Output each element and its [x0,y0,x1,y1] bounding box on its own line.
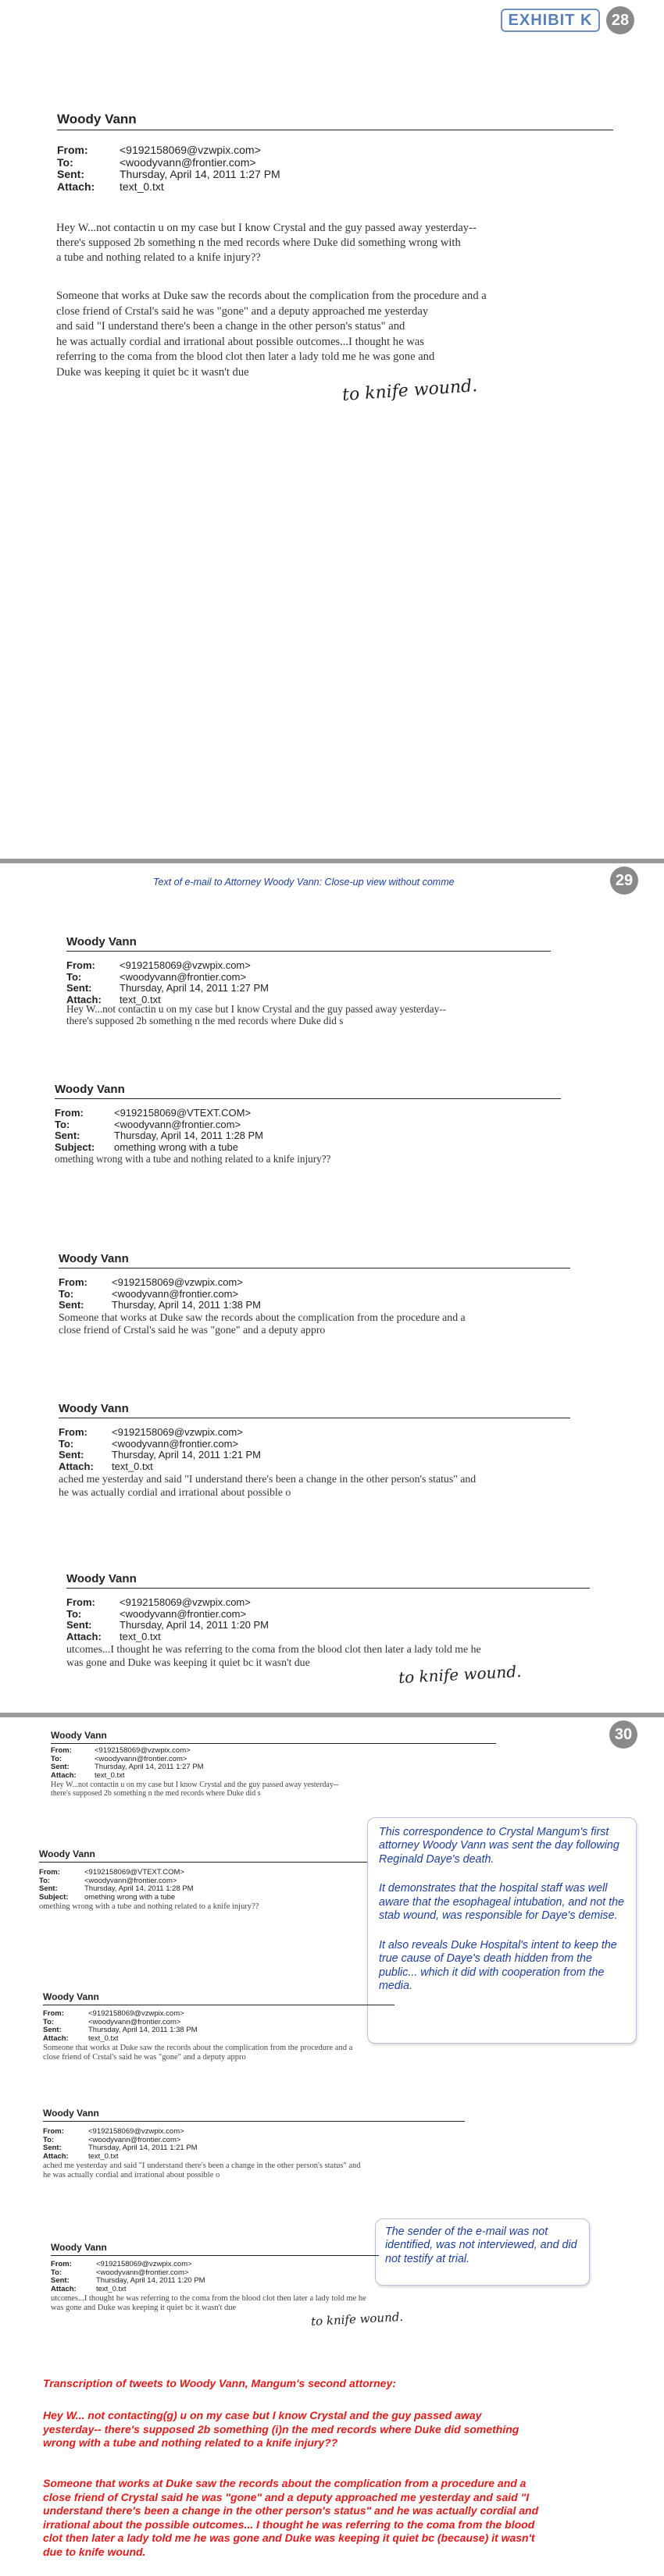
page-number-badge: 30 [609,1720,637,1749]
sent-label: Sent: [43,2144,62,2153]
email-item [55,1083,561,1165]
email-meta-table [55,1108,263,1153]
sent-label: Sent: [51,2276,70,2286]
email-sender: Woody Vann [51,1730,107,1741]
email-body [55,1153,561,1165]
page-number-badge: 28 [606,6,634,34]
sent-value: Thursday, April 14, 2011 1:28 PM [84,1884,194,1894]
sent-label: Sent: [39,1884,58,1894]
body-line: he was actually cordial and irrational about possible outcomes...I thought he was [56,335,424,348]
sent-label: Sent: [43,2026,62,2035]
to-label: To: [66,1607,82,1620]
email-body [51,2294,379,2313]
to-value: <woodyvann@frontier.com> [114,1118,241,1130]
attach-value: text_0.txt [120,993,161,1005]
body-line: a tube and nothing related to a knife injury?? [56,251,261,264]
to-value: <woodyvann@frontier.com> [95,1754,187,1763]
attach-label: Attach: [66,1630,102,1642]
attach-label: Attach: [43,2151,69,2161]
body-line: was gone and Duke was keeping it quiet bc it wasn't due [51,2303,237,2312]
note-paragraph: The sender of the e-mail was not identified, was not interviewed, and did not testify at trial. [385,2226,577,2265]
page-separator [0,1713,664,1717]
from-value: <9192158069@vzwpix.com> [96,2260,192,2268]
handwritten-note: to knife wound. [310,2309,404,2329]
page-number-badge: 29 [610,866,638,895]
email-sender: Woody Vann [66,1572,137,1585]
body-line: close friend of Crstal's said he was "gone" and a deputy approached me yesterday [56,304,429,318]
to-value: <woodyvann@frontier.com> [112,1287,239,1300]
sent-value: Thursday, April 14, 2011 1:38 PM [112,1299,262,1311]
email-body [43,2161,465,2180]
annotation-note [375,2218,590,2286]
transcription-text: Hey W... not contacting(g) u on my case but I know Crystal and the guy passed away yesterday-- there's supposed 2b something (i)n the med records where Duke did something wrong with a tube and nothing related to a knife injury?? [43,2409,519,2449]
email-meta-table [59,1277,261,1311]
from-label: From: [57,144,88,156]
to-label: To: [66,970,82,983]
attach-label: Attach: [43,2033,69,2043]
to-label: To: [59,1437,74,1450]
email-item [59,1252,570,1336]
from-value: <9192158069@VTEXT.COM> [84,1868,184,1877]
transcription-paragraph [43,2477,555,2559]
sent-label: Sent: [55,1130,80,1142]
transcription-text: Someone that works at Duke saw the records about the complication from a procedure and a close friend of Crystal said he was "gone" and a deputy approached me yesterday and said "I understand there's been a change in the other person's status" and he was actually cordial and irrational about the possible outcomes... I thought he was referring to the coma from the blood clot then later a lady told me he was gone and Duke was keeping it quiet bc (because) it wasn't due to knife wound. [43,2477,539,2558]
body-line: Hey W...not contactin u on my case but I know Crystal and the guy passed away yesterday-- [66,1003,446,1016]
email-divider [66,1588,590,1589]
email-sender: Woody Vann [55,1083,125,1096]
body-line: was gone and Duke was keeping it quiet bc it wasn't due [66,1656,310,1669]
email-divider [51,2255,379,2256]
note-paragraph: This correspondence to Crystal Mangum's first attorney Woody Vann was sent the day following Reginald Daye's death. [379,1826,619,1866]
email-meta-table [51,1747,204,1781]
email-body-paragraph-1 [56,221,477,265]
email-sender: Woody Vann [39,1848,95,1859]
email-item [51,1730,496,1798]
sent-value: Thursday, April 14, 2011 1:21 PM [88,2144,198,2153]
email-meta-table [43,2128,198,2161]
subject-label: Subject: [55,1140,95,1153]
to-label: To: [39,1876,51,1885]
exhibit-label: EXHIBIT K [501,9,600,32]
email-divider [55,1098,561,1099]
email-meta-table [59,1427,261,1472]
email-sender: Woody Vann [51,2242,107,2253]
to-label: To: [43,2135,55,2144]
email-body [51,1781,496,1798]
email-sender: Woody Vann [43,1991,99,2002]
sent-label: Sent: [57,168,84,181]
subject-value: omething wrong with a tube [114,1140,238,1153]
note-paragraph: It also reveals Duke Hospital's intent to keep the true cause of Daye's death hidden from the public... which it did with cooperation from the media. [379,1938,617,1992]
email-body [66,1003,551,1026]
to-value: <woodyvann@frontier.com> [112,1437,239,1450]
from-label: From: [66,959,95,971]
body-line: he was actually cordial and irrational about possible o [59,1486,291,1499]
email-body [59,1472,570,1499]
email-sender: Woody Vann [57,112,137,126]
email-item [43,2108,465,2180]
handwritten-note: to knife wound. [341,375,478,406]
sent-value: Thursday, April 14, 2011 1:27 PM [120,982,270,994]
email-sender: Woody Vann [66,935,137,948]
sent-value: Thursday, April 14, 2011 1:27 PM [95,1763,204,1772]
body-line: omething wrong with a tube and nothing related to a knife injury?? [39,1902,259,1911]
from-label: From: [43,2009,64,2018]
email-item [43,1991,394,2062]
from-value: <9192158069@vzwpix.com> [112,1276,243,1288]
from-value: <9192158069@vzwpix.com> [88,2009,184,2018]
from-value: <9192158069@vzwpix.com> [88,2127,184,2136]
to-value: <woodyvann@frontier.com> [120,970,247,983]
email-meta-table [57,144,280,194]
body-line: omething wrong with a tube and nothing related to a knife injury?? [55,1153,331,1165]
transcription-title: Transcription of tweets to Woody Vann, Mangum's second attorney: [43,2377,396,2389]
email-meta-table [66,1597,269,1642]
attach-value: text_0.txt [95,1770,125,1780]
email-item [51,2242,379,2313]
sent-value: Thursday, April 14, 2011 1:20 PM [120,1619,270,1631]
to-value: <woodyvann@frontier.com> [120,155,256,169]
body-line: referring to the coma from the blood clot then later a lady told me he was gone and [56,350,435,363]
from-value: <9192158069@vzwpix.com> [95,1746,191,1755]
subject-label: Subject: [39,1892,69,1902]
attach-label: Attach: [51,1770,77,1780]
from-label: From: [39,1868,60,1877]
from-label: From: [59,1426,87,1438]
sent-value: Thursday, April 14, 2011 1:38 PM [88,2026,198,2035]
body-line: Someone that works at Duke saw the records about the complication from the procedure and a [59,1311,466,1323]
email-item [39,1848,367,1912]
email-meta-table [39,1869,194,1902]
body-line: utcomes...I thought he was referring to the coma from the blood clot then later a lady told me he [51,2293,366,2303]
email-item [66,935,551,1026]
email-divider [66,951,551,952]
email-body [39,1902,367,1912]
sent-label: Sent: [59,1299,84,1311]
attach-label: Attach: [57,180,95,194]
email-sender: Woody Vann [59,1252,129,1265]
body-line: Someone that works at Duke saw the records about the complication from the procedure and a [56,290,487,302]
email-body-paragraph-2 [56,289,487,380]
from-label: From: [66,1596,95,1608]
body-line: Hey W...not contactin u on my case but I know Crystal and the guy passed away yesterday-- [56,222,477,234]
from-label: From: [59,1276,87,1288]
body-line: there's supposed 2b something n the med records where Duke did s [51,1788,261,1798]
from-label: From: [43,2127,64,2136]
handwritten-note: to knife wound. [398,1661,523,1688]
sent-value: Thursday, April 14, 2011 1:27 PM [120,168,280,181]
body-line: and said "I understand there's been a change in the other person's status" and [56,320,405,333]
page-caption: Text of e-mail to Attorney Woody Vann: Close-up view without comme [153,877,455,888]
body-line: close friend of Crstal's said he was "gone" and a deputy appro [43,2052,246,2062]
sent-label: Sent: [66,982,92,994]
page-separator [0,859,664,863]
body-line: Hey W...not contactin u on my case but I know Crystal and the guy passed away yesterday-- [51,1780,339,1789]
body-line: ached me yesterday and said "I understand there's been a change in the other person's status" and [43,2161,361,2170]
email-meta-table [51,2261,205,2294]
subject-value: omething wrong with a tube [84,1892,176,1902]
body-line: there's supposed 2b something n the med records where Duke did something wrong with [56,237,461,249]
to-label: To: [55,1118,70,1130]
to-label: To: [57,155,73,169]
sent-label: Sent: [66,1619,92,1631]
annotation-note [367,1817,637,2044]
from-value: <9192158069@vzwpix.com> [120,959,251,971]
attach-value: text_0.txt [120,1630,161,1642]
body-line: there's supposed 2b something n the med records where Duke did s [66,1015,344,1027]
body-line: he was actually cordial and irrational about possible o [43,2170,220,2179]
from-value: <9192158069@VTEXT.COM> [114,1107,252,1119]
attach-value: text_0.txt [88,2033,119,2043]
attach-label: Attach: [51,2284,77,2293]
attach-value: text_0.txt [112,1460,153,1472]
email-divider [43,2121,465,2122]
email-body [59,1311,570,1336]
to-value: <woodyvann@frontier.com> [120,1607,247,1620]
to-value: <woodyvann@frontier.com> [88,2135,181,2144]
sent-value: Thursday, April 14, 2011 1:21 PM [112,1449,262,1461]
to-value: <woodyvann@frontier.com> [84,1876,177,1885]
to-label: To: [59,1287,74,1300]
sent-label: Sent: [59,1449,84,1461]
sent-value: Thursday, April 14, 2011 1:28 PM [114,1130,264,1142]
from-label: From: [51,1746,72,1755]
email-meta-table [66,960,269,1005]
email-header-page1 [57,112,613,194]
body-line: Duke was keeping it quiet bc it wasn't due [56,365,249,379]
email-divider [39,1862,367,1863]
body-line: utcomes...I thought he was referring to the coma from the blood clot then later a lady told me he [66,1643,481,1656]
email-item [66,1572,590,1669]
body-line: close friend of Crstal's said he was "gone" and a deputy appro [59,1323,326,1336]
to-label: To: [51,2268,62,2277]
attach-value: text_0.txt [120,180,164,194]
transcription-paragraph [43,2409,535,2450]
from-label: From: [55,1107,84,1119]
note-paragraph: It demonstrates that the hospital staff was well aware that the esophageal intubation, and not the stab wound, was responsible for Daye's demise. [379,1882,624,1923]
attach-label: Attach: [59,1460,94,1472]
attach-value: text_0.txt [96,2284,127,2293]
from-value: <9192158069@vzwpix.com> [112,1426,243,1438]
email-item [59,1402,570,1499]
sent-value: Thursday, April 14, 2011 1:20 PM [96,2276,205,2286]
body-line: Someone that works at Duke saw the records about the complication from the procedure and a [43,2043,353,2052]
email-body [43,2044,394,2062]
from-label: From: [51,2260,72,2268]
to-label: To: [43,2017,55,2026]
from-value: <9192158069@vzwpix.com> [120,144,261,156]
email-sender: Woody Vann [59,1402,129,1415]
to-value: <woodyvann@frontier.com> [96,2268,189,2277]
sent-label: Sent: [51,1763,70,1772]
attach-label: Attach: [66,993,102,1005]
to-value: <woodyvann@frontier.com> [88,2017,181,2026]
to-label: To: [51,1754,62,1763]
email-divider [51,1743,496,1744]
email-meta-table [43,2010,198,2044]
email-sender: Woody Vann [43,2108,99,2119]
from-value: <9192158069@vzwpix.com> [120,1596,251,1608]
body-line: ached me yesterday and said "I understand there's been a change in the other person's status" and [59,1473,477,1485]
attach-value: text_0.txt [88,2151,119,2161]
